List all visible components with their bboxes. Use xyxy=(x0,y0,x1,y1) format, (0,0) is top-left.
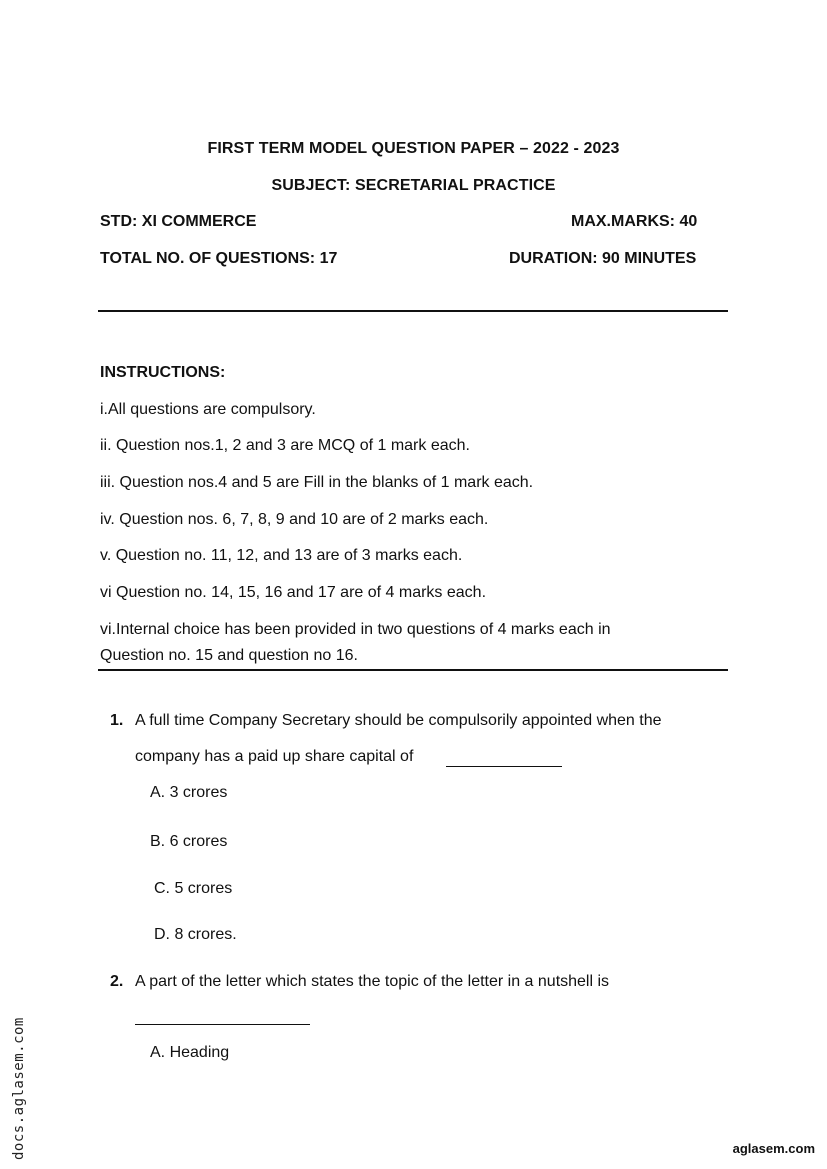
max-marks-label: MAX.MARKS: 40 xyxy=(571,213,698,230)
footer-brand: aglasem.com xyxy=(732,1141,815,1156)
side-watermark: docs.aglasem.com xyxy=(11,1017,27,1160)
duration-label: DURATION: 90 MINUTES xyxy=(509,250,697,267)
instruction-item: Question no. 15 and question no 16. xyxy=(100,647,358,664)
question-text: A full time Company Secretary should be compulsorily appointed when the xyxy=(135,712,662,729)
answer-blank xyxy=(135,1024,310,1025)
instruction-item: i.All questions are compulsory. xyxy=(100,401,316,418)
answer-option: C. 5 crores xyxy=(154,880,233,897)
header-divider xyxy=(98,310,728,312)
question-number: 2. xyxy=(110,973,124,990)
answer-blank xyxy=(446,766,562,767)
answer-option: A. 3 crores xyxy=(150,784,228,801)
question-text: A part of the letter which states the topic of the letter in a nutshell is xyxy=(135,973,610,990)
instruction-item: v. Question no. 11, 12, and 13 are of 3 marks each. xyxy=(100,547,463,564)
instruction-item: vi.Internal choice has been provided in two questions of 4 marks each in xyxy=(100,621,611,638)
instructions-heading: INSTRUCTIONS: xyxy=(100,364,226,381)
question-text: company has a paid up share capital of xyxy=(135,748,414,765)
answer-option: B. 6 crores xyxy=(150,833,228,850)
instruction-item: ii. Question nos.1, 2 and 3 are MCQ of 1 mark each. xyxy=(100,437,470,454)
instruction-item: iv. Question nos. 6, 7, 8, 9 and 10 are of 2 marks each. xyxy=(100,511,489,528)
total-questions-label: TOTAL NO. OF QUESTIONS: 17 xyxy=(100,250,338,267)
instructions-divider xyxy=(98,669,728,671)
paper-subject: SUBJECT: SECRETARIAL PRACTICE xyxy=(271,177,556,194)
answer-option: D. 8 crores. xyxy=(154,926,237,943)
std-label: STD: XI COMMERCE xyxy=(100,213,257,230)
instruction-item: iii. Question nos.4 and 5 are Fill in the blanks of 1 mark each. xyxy=(100,474,534,491)
question-number: 1. xyxy=(110,712,124,729)
instruction-item: vi Question no. 14, 15, 16 and 17 are of 4 marks each. xyxy=(100,584,487,601)
paper-title: FIRST TERM MODEL QUESTION PAPER – 2022 - 2023 xyxy=(207,140,620,157)
answer-option: A. Heading xyxy=(150,1044,230,1061)
